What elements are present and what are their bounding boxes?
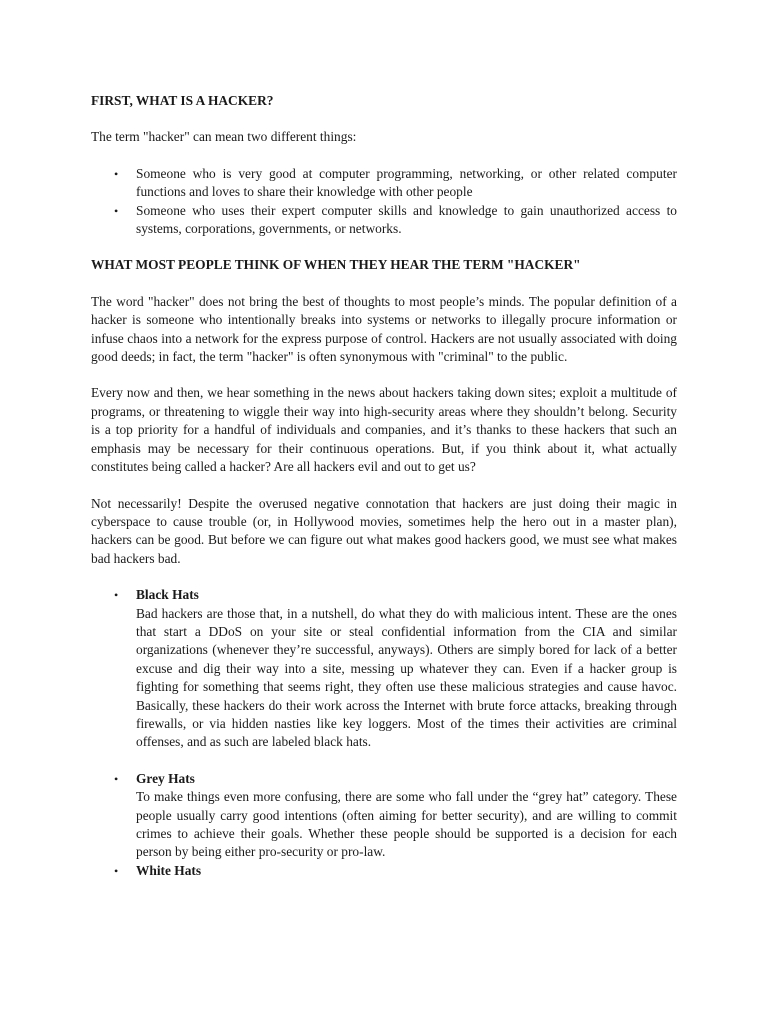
document-page [91,92,677,880]
list-item-white-hats [91,862,677,880]
heading-what-is-a-hacker: FIRST, WHAT IS A HACKER? [91,93,274,108]
bullet-icon: • [114,771,119,786]
bullet-icon: • [114,166,119,181]
paragraph: Not necessarily! Despite the overused negative connotation that hackers are just doing their magic in cyberspace to cause trouble (or, in Hollywood movies, sometimes help the hero out in a master plan), hackers can be good. But before we can figure out what makes good hackers good, we must see what makes bad hackers bad. [91,495,677,566]
definition-text: Someone who uses their expert computer skills and knowledge to gain unauthorized access to systems, corporations, governments, or networks. [136,202,677,237]
list-item-black-hats [91,586,677,752]
bullet-icon: • [114,588,119,603]
list-item [91,165,677,202]
hat-title: Grey Hats [136,770,195,786]
heading-what-people-think: WHAT MOST PEOPLE THINK OF WHEN THEY HEAR THE TERM "HACKER" [91,257,581,273]
list-item-grey-hats [91,770,677,862]
hat-title: Black Hats [136,587,199,603]
definition-list [91,165,677,239]
paragraph: Every now and then, we hear something in the news about hackers taking down sites; exploit a multitude of programs, or threatening to wiggle their way into high-security areas where they shouldn’t belong. Security is a top priority for a handful of individuals and companies, and it’s thanks to these hackers that such an emphasis may be necessary for their continuous operations. But, if you think about it, what actually constitutes being called a hacker? Are all hackers evil and out to get us? [91,385,677,475]
definition-text: Someone who is very good at computer programming, networking, or other related computer functions and loves to share their knowledge with other people [136,165,677,200]
paragraph: The word "hacker" does not bring the best of thoughts to most people’s minds. The popular definition of a hacker is someone who intentionally breaks into systems or networks to illegally procure information or infuse chaos into a network for the express purpose of control. Hackers are not usually associated with doing good deeds; in fact, the term "hacker" is often synonymous with "criminal" to the public. [91,293,677,365]
list-item [91,202,677,239]
intro-text: The term "hacker" can mean two different things: [91,129,357,145]
bullet-icon: • [114,203,119,218]
hat-description: To make things even more confusing, there are some who fall under the “grey hat” category. These people usually carry good intentions (often aiming for better security), and are willing to commit crimes to achieve their goals. Whether these people should be supported is a decision for each person by being either pro-security or pro-law. [136,789,677,860]
hat-title: White Hats [136,862,202,878]
bullet-icon: • [114,863,119,878]
hat-description: Bad hackers are those that, in a nutshell, do what they do with malicious intent. These are the ones that start a DDoS on your site or steal confidential information from the CIA and similar organizations (whenever they’re successful, anyways). Others are simply bored for lack of a better excuse and dig their way into a site, messing up whatever they can. Even if a hacker group is fighting for something that seems right, they often use these malicious strategies and cause havoc. Basically, these hackers do their work across the Internet with brute force attacks, breaking through firewalls, or via hidden nasties like key loggers. Most of the times their activities are criminal offenses, and as such are labeled black hats. [136,605,677,750]
hat-types-list [91,586,677,880]
